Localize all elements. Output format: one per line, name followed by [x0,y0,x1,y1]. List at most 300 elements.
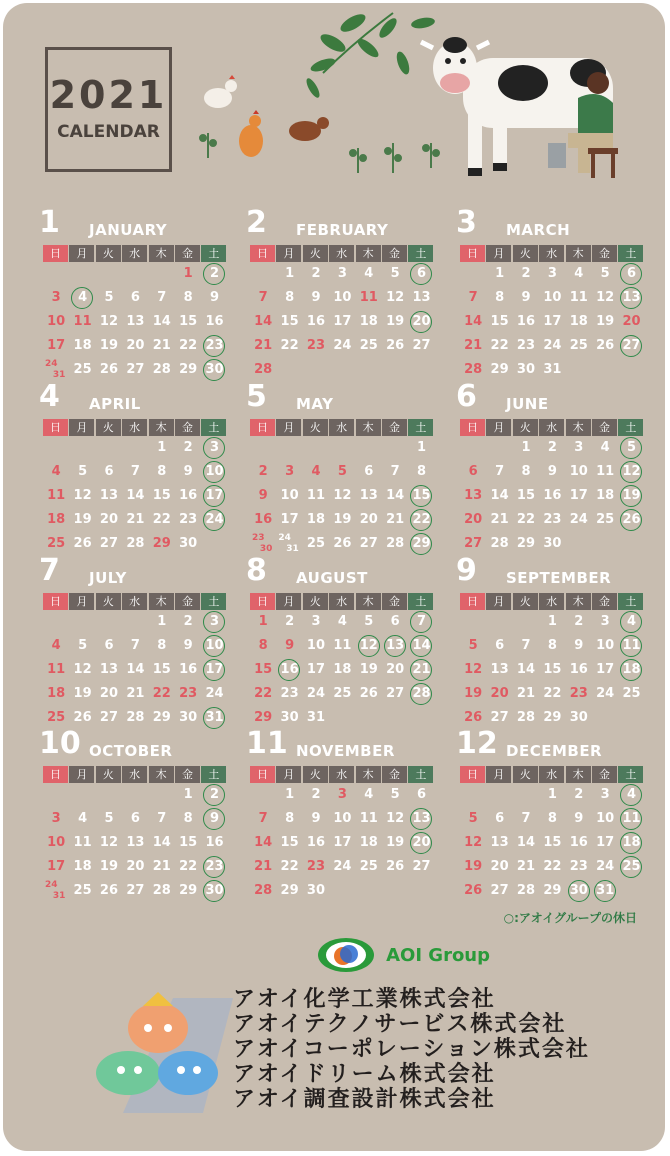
month-number: 3 [456,205,477,240]
empty-cell [329,706,355,730]
weekday-label: 木 [149,245,174,262]
day-cell: 4 [618,783,644,807]
day-cell: 7 [130,638,140,653]
empty-cell [250,436,276,460]
day-cell: 19 [464,686,483,701]
empty-cell [43,262,69,286]
week-row [250,310,435,334]
day-cell: 1 [183,787,193,802]
day-cell: 4 [364,266,374,281]
company-name: アオイ調査設計株式会社 [233,1087,496,1112]
day-cell: 8 [157,464,167,479]
weekday-label: 木 [356,419,381,436]
empty-cell [408,358,434,382]
day-cell: 16 [276,658,302,682]
day-cell: 7 [157,811,167,826]
empty-cell [96,610,122,634]
day-cell: 7 [521,638,531,653]
day-cell: 10 [201,460,227,484]
weekday-label: 水 [539,593,564,610]
month-header [39,726,228,764]
day-cell: 21 [152,859,171,874]
company-name: アオイドリーム株式会社 [233,1062,496,1087]
day-cell: 7 [521,811,531,826]
day-cell: 1 [547,614,557,629]
day-cell: 20 [490,686,509,701]
day-cell: 17 [333,835,352,850]
empty-cell [592,706,618,730]
weekday-label: 火 [303,766,328,783]
month-header [246,726,435,764]
day-cell: 16 [179,662,198,677]
day-cell: 27 [386,686,405,701]
day-cell: 5 [78,638,88,653]
week-row [43,262,228,286]
day-cell: 11 [359,290,378,305]
day-cell: 14 [490,488,509,503]
day-cell: 15 [152,662,171,677]
day-cell: 22 [152,512,171,527]
day-cell: 20 [359,512,378,527]
day-cell: 10 [47,314,66,329]
day-cell: 10 [543,290,562,305]
day-cell: 11 [73,835,92,850]
empty-cell [618,706,644,730]
day-cell: 18 [569,314,588,329]
month-number: 11 [246,726,288,761]
day-cell: 29 [408,532,434,556]
day-cell: 21 [516,859,536,874]
weekday-label: 木 [566,593,591,610]
week-row [460,436,645,460]
day-cell: 17 [47,338,66,353]
day-cell: 29 [516,536,536,551]
day-cell: 17 [280,512,299,527]
day-cell: 27 [412,338,431,353]
empty-cell [69,783,95,807]
day-cell: 22 [490,338,509,353]
day-cell: 9 [547,464,557,479]
empty-cell [618,879,644,903]
week-row [43,286,228,310]
week-row [250,484,435,508]
weekday-label: 月 [276,245,301,262]
day-cell: 5 [390,266,400,281]
weekday-label: 金 [382,766,407,783]
month-name: JUNE [506,395,549,413]
day-cell: 18 [359,314,378,329]
day-cell: 2 [201,262,227,286]
day-cell: 27 [490,710,509,725]
day-cell: 7 [495,464,505,479]
day-cell: 12 [386,290,405,305]
month-november [246,726,435,903]
day-cell: 25 [333,686,352,701]
weekday-label: 日 [43,593,68,610]
month-number: 9 [456,553,477,588]
empty-cell [303,436,329,460]
weekday-label: 月 [69,766,94,783]
week-row [250,682,435,706]
weekday-header [460,593,645,610]
day-cell: 27 [126,362,145,377]
day-cell: 20 [386,662,405,677]
day-cell: 14 [126,488,145,503]
empty-cell [408,879,434,903]
week-row [43,358,228,382]
week-row [460,807,645,831]
month-february [246,205,435,382]
day-cell: 28 [490,536,509,551]
empty-cell [460,262,486,286]
empty-cell [486,783,512,807]
weekday-label: 月 [486,593,511,610]
day-cell: 24 [333,338,352,353]
month-may [246,379,435,556]
weekday-label: 火 [96,766,121,783]
weekday-header [250,419,435,436]
day-cell: 5 [78,464,88,479]
day-cell: 29 [280,883,299,898]
week-row [43,855,228,879]
week-row [43,807,228,831]
day-cell: 8 [285,811,295,826]
day-cell: 11 [333,638,352,653]
weekday-label: 月 [69,593,94,610]
week-row [250,855,435,879]
empty-cell [122,262,148,286]
weekday-label: 木 [566,245,591,262]
day-cell: 12 [99,835,119,850]
day-cell: 31 [201,706,227,730]
month-header [456,379,645,417]
day-cell: 23 [569,686,588,701]
day-cell: 6 [468,464,478,479]
month-header [246,379,435,417]
day-cell: 4 [574,266,584,281]
day-cell: 27 [99,710,119,725]
day-cell: 1 [183,266,193,281]
week-row [460,286,645,310]
aoi-group-logo [317,937,490,973]
empty-cell [250,783,276,807]
weekday-label: 水 [122,419,147,436]
day-cell: 20 [126,859,145,874]
weekday-label: 月 [486,419,511,436]
day-cell: 2 [183,614,193,629]
day-cell: 2 [311,787,321,802]
empty-cell [382,706,408,730]
day-cell: 25 [359,859,378,874]
day-cell: 26 [464,710,483,725]
month-name: NOVEMBER [296,742,395,760]
day-cell: 22 [280,338,299,353]
day-cell: 1 [285,787,295,802]
day-cell: 4 [618,610,644,634]
empty-cell [303,358,329,382]
weekday-label: 土 [408,419,433,436]
aoi-logo-icon [317,937,375,973]
empty-cell [250,262,276,286]
day-cell: 14 [516,835,536,850]
day-cell: 8 [157,638,167,653]
month-name: MAY [296,395,334,413]
weekday-header [43,419,228,436]
day-cell: 6 [408,262,434,286]
day-cell: 8 [547,638,557,653]
day-cell: 30 [306,883,326,898]
day-cell: 28 [152,362,171,377]
empty-cell [460,436,486,460]
day-cell: 5 [390,787,400,802]
day-cell: 19 [618,484,644,508]
empty-cell [43,783,69,807]
month-october [39,726,228,903]
weekday-label: 火 [513,419,538,436]
month-june [456,379,645,556]
day-cell: 30 [201,879,227,903]
month-header [246,553,435,591]
week-row [460,262,645,286]
day-cell: 2 [311,266,321,281]
day-cell: 20 [408,831,434,855]
day-cell: 6 [130,811,140,826]
day-cell: 26 [73,536,92,551]
empty-cell [382,436,408,460]
weekday-label: 火 [513,593,538,610]
day-cell: 4 [51,638,61,653]
weekday-label: 月 [486,766,511,783]
weekday-label: 日 [250,419,275,436]
day-cell: 4 [311,464,321,479]
day-cell: 28 [254,883,273,898]
day-cell: 27 [359,536,378,551]
day-cell: 18 [73,338,92,353]
day-cell: 19 [386,314,405,329]
day-cell: 23 [569,859,588,874]
day-cell: 15 [179,835,198,850]
day-cell: 3 [51,811,61,826]
day-cell: 22 [152,686,171,701]
weekday-label: 日 [460,593,485,610]
day-cell: 5 [364,614,374,629]
day-cell: 15 [543,662,562,677]
day-cell: 22 [179,859,198,874]
day-cell: 9 [285,638,295,653]
empty-cell [69,436,95,460]
week-row [460,682,645,706]
day-cell: 22 [543,859,562,874]
day-cell: 26 [618,508,644,532]
day-cell: 22 [179,338,198,353]
month-number: 10 [39,726,81,761]
day-cell: 8 [183,290,193,305]
day-cell: 9 [311,811,321,826]
day-cell: 20 [126,338,145,353]
day-cell: 3 [311,614,321,629]
day-cell: 18 [618,831,644,855]
day-cell: 6 [417,787,427,802]
empty-cell [122,783,148,807]
day-cell: 17 [543,314,562,329]
day-cell: 14 [126,662,145,677]
day-cell: 14 [152,314,171,329]
weekday-label: 日 [250,245,275,262]
day-cell: 7 [390,464,400,479]
weekday-label: 金 [175,419,200,436]
day-cell: 10 [280,488,299,503]
day-cell: 6 [618,262,644,286]
week-row [250,831,435,855]
day-cell: 11 [596,464,615,479]
day-cell: 6 [104,464,114,479]
empty-cell [329,436,355,460]
weekday-label: 土 [618,766,643,783]
day-cell: 3 [51,290,61,305]
day-cell: 27 [618,334,644,358]
day-cell: 25 [73,362,92,377]
month-july [39,553,228,730]
day-cell: 15 [280,835,299,850]
day-cell: 4 [364,787,374,802]
day-cell: 9 [258,488,268,503]
day-cell: 7 [468,290,478,305]
weekday-label: 日 [460,419,485,436]
empty-cell [486,610,512,634]
day-cell: 29 [179,362,198,377]
day-cell: 18 [73,859,92,874]
weekday-label: 木 [566,766,591,783]
weekday-label: 木 [356,593,381,610]
weekday-header [43,766,228,783]
day-cell: 9 [183,464,193,479]
day-cell: 21 [516,686,536,701]
day-cell: 26 [99,362,119,377]
day-cell: 7 [408,610,434,634]
weekday-label: 水 [329,419,354,436]
day-cell: 14 [516,662,536,677]
weekday-label: 土 [201,593,226,610]
day-cell: 13 [99,662,119,677]
day-cell: 29 [152,536,171,551]
month-december [456,726,645,903]
day-cell: 4 [78,811,88,826]
day-cell: 6 [130,290,140,305]
day-cell: 28 [516,883,536,898]
day-cell: 18 [618,658,644,682]
weekday-label: 月 [276,766,301,783]
day-cell: 11 [73,314,92,329]
weekday-header [460,766,645,783]
day-cell: 18 [47,686,66,701]
day-cell: 26 [596,338,615,353]
day-cell: 4 [51,464,61,479]
company-name: アオイテクノサービス株式会社 [233,1012,567,1037]
day-cell: 8 [258,638,268,653]
empty-cell [566,532,592,556]
day-cell: 9 [521,290,531,305]
day-cell: 24 [201,508,227,532]
day-cell: 26 [386,859,405,874]
empty-cell [382,879,408,903]
day-cell: 22 [254,686,273,701]
empty-cell [486,436,512,460]
empty-cell [513,610,539,634]
day-cell: 9 [574,811,584,826]
day-cell: 29 [179,883,198,898]
day-cell: 16 [543,488,562,503]
day-cell: 1 [285,266,295,281]
week-row [250,879,435,903]
month-name: AUGUST [296,569,368,587]
day-cell: 3 [337,787,347,802]
day-cell: 17 [596,835,615,850]
month-header [456,553,645,591]
empty-cell [69,610,95,634]
day-cell: 10 [306,638,326,653]
week-row [43,831,228,855]
weekday-label: 木 [356,245,381,262]
day-cell: 27 [412,859,431,874]
empty-cell [329,879,355,903]
day-cell: 12 [464,835,483,850]
day-cell: 13 [464,488,483,503]
day-cell: 25 [73,883,92,898]
weekday-label: 土 [618,593,643,610]
day-cell: 15 [543,835,562,850]
empty-cell [566,358,592,382]
weekday-label: 月 [69,419,94,436]
day-cell: 10 [201,634,227,658]
month-header [456,205,645,243]
week-row [250,508,435,532]
weekday-label: 土 [618,245,643,262]
weekday-label: 土 [408,766,433,783]
day-cell: 12 [73,662,92,677]
day-cell: 28 [464,362,483,377]
day-cell: 14 [152,835,171,850]
day-cell: 25 [569,338,588,353]
day-cell: 12 [618,460,644,484]
weekday-label: 土 [201,766,226,783]
day-cell: 2 [574,614,584,629]
week-row [43,310,228,334]
week-row [250,610,435,634]
weekday-label: 金 [592,245,617,262]
empty-cell [356,879,382,903]
day-cell: 25 [618,855,644,879]
day-cell: 6 [104,638,114,653]
day-cell: 16 [306,835,326,850]
day-cell: 17 [569,488,588,503]
day-cell: 31 [592,879,618,903]
empty-cell [618,532,644,556]
weekday-header [43,245,228,262]
day-cell: 2 [258,464,268,479]
empty-cell [460,783,486,807]
empty-cell [618,358,644,382]
day-cell: 23 [306,338,326,353]
month-name: MARCH [506,221,571,239]
day-cell: 13 [99,488,119,503]
day-cell: 10 [596,811,615,826]
day-cell: 29 [543,883,562,898]
empty-cell [592,358,618,382]
week-row [250,783,435,807]
week-row [250,436,435,460]
empty-cell [382,358,408,382]
day-cell: 28 [254,362,273,377]
